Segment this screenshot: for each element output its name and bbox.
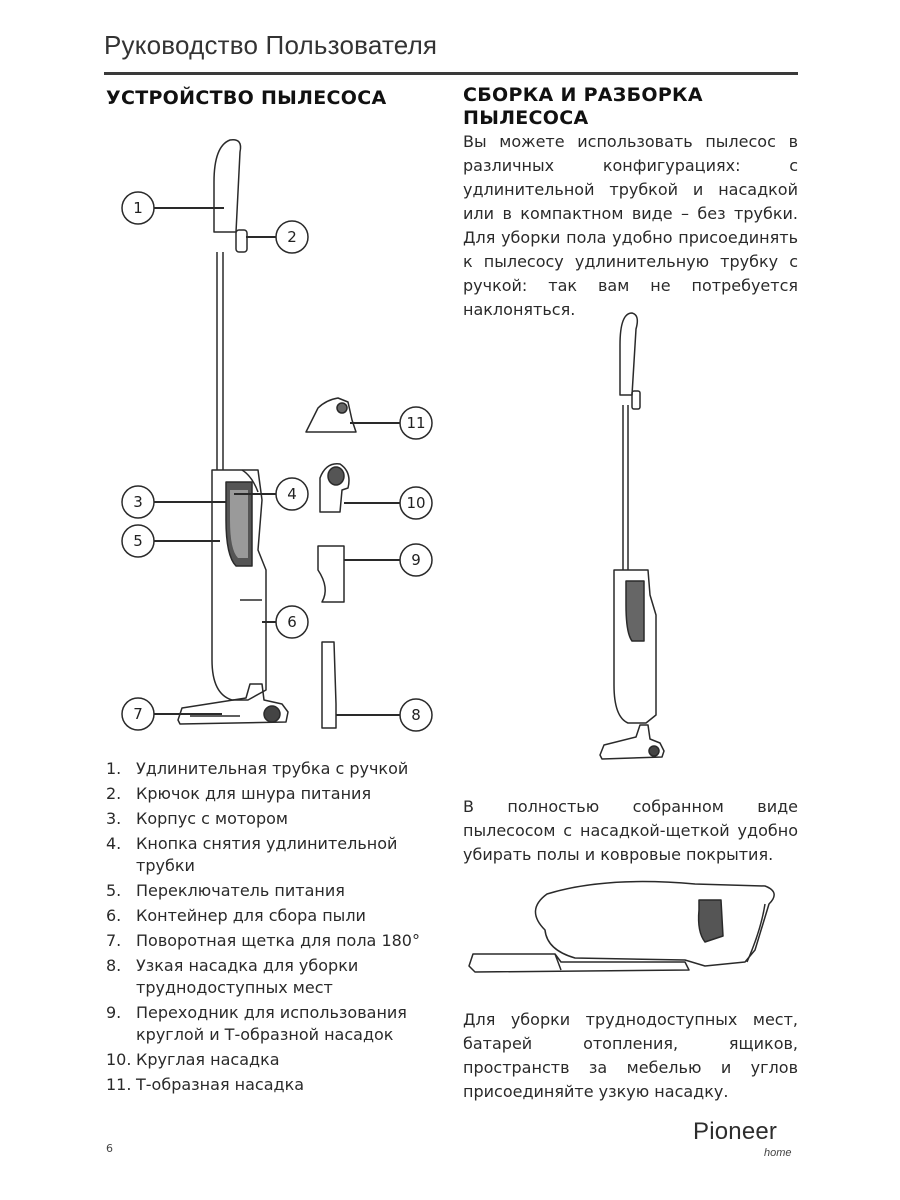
- assembled-paragraph: В полностью собранном виде пылесосом с насадкой-щеткой удобно убирать полы и ковровые покрытия.: [463, 797, 798, 864]
- brand-subtitle: home: [764, 1147, 792, 1159]
- narrow-nozzle-paragraph: Для уборки труднодоступных мест, батарей отопления, ящиков, пространств за мебелью и углов присоединяйте узкую насадку.: [463, 1010, 798, 1101]
- list-item: 1. Удлинительная трубка с ручкой: [106, 759, 409, 778]
- adapter-shape: [318, 546, 344, 602]
- callout-label-4: 4: [287, 485, 297, 503]
- narrow-nozzle-illustration: [465, 870, 800, 980]
- parts-list: [106, 758, 426, 1099]
- narrow-nozzle-shape: [322, 642, 336, 728]
- list-item: 9. Переходник для использования круглой и Т-образной насадок: [106, 1003, 407, 1044]
- callout-label-3: 3: [133, 493, 143, 511]
- vacuum-parts-diagram: [0, 0, 460, 750]
- handle-shape: [214, 140, 241, 232]
- t-nozzle-shape: [306, 398, 356, 432]
- list-item: 6. Контейнер для сбора пыли: [106, 906, 366, 925]
- callout-label-6: 6: [287, 613, 297, 631]
- section-heading-assembly: СБОРКА И РАЗБОРКА ПЫЛЕСОСА: [463, 84, 703, 129]
- callout-label-1: 1: [133, 199, 143, 217]
- callout-label-10: 10: [406, 494, 426, 512]
- section-heading-device: УСТРОЙСТВО ПЫЛЕСОСА: [106, 87, 387, 109]
- list-item: 2. Крючок для шнура питания: [106, 784, 372, 803]
- list-item: 3. Корпус с мотором: [106, 809, 288, 828]
- callout-label-9: 9: [411, 551, 421, 569]
- callout-label-2: 2: [287, 228, 297, 246]
- list-item: 7. Поворотная щетка для пола 180°: [106, 931, 420, 950]
- callout-label-5: 5: [133, 532, 143, 550]
- callout-label-7: 7: [133, 705, 143, 723]
- page-number: 6: [106, 1142, 113, 1155]
- list-item: 8. Узкая насадка для уборки труднодоступных мест: [106, 956, 359, 997]
- header-title: Руководство Пользователя: [104, 30, 438, 60]
- list-item: 10. Круглая насадка: [106, 1050, 280, 1069]
- brand-logo: Pioneer: [693, 1118, 778, 1145]
- list-item: 5. Переключатель питания: [106, 881, 345, 900]
- assembled-vacuum-illustration: [560, 305, 700, 775]
- list-item: 4. Кнопка снятия удлинительной трубки: [106, 834, 398, 875]
- list-item: 11. Т-образная насадка: [106, 1075, 305, 1094]
- callout-label-8: 8: [411, 706, 421, 724]
- intro-paragraph: Вы можете использовать пылесос в различных конфигурациях: с удлинительной трубкой и насадкой или в компактном виде – без трубки. Для уборки пола удобно присоединять к пылесосу удлинительную трубку с ручкой: так вам не потребуется наклоняться.: [463, 132, 798, 319]
- cord-hook-shape: [236, 230, 247, 252]
- callout-label-11: 11: [406, 414, 426, 432]
